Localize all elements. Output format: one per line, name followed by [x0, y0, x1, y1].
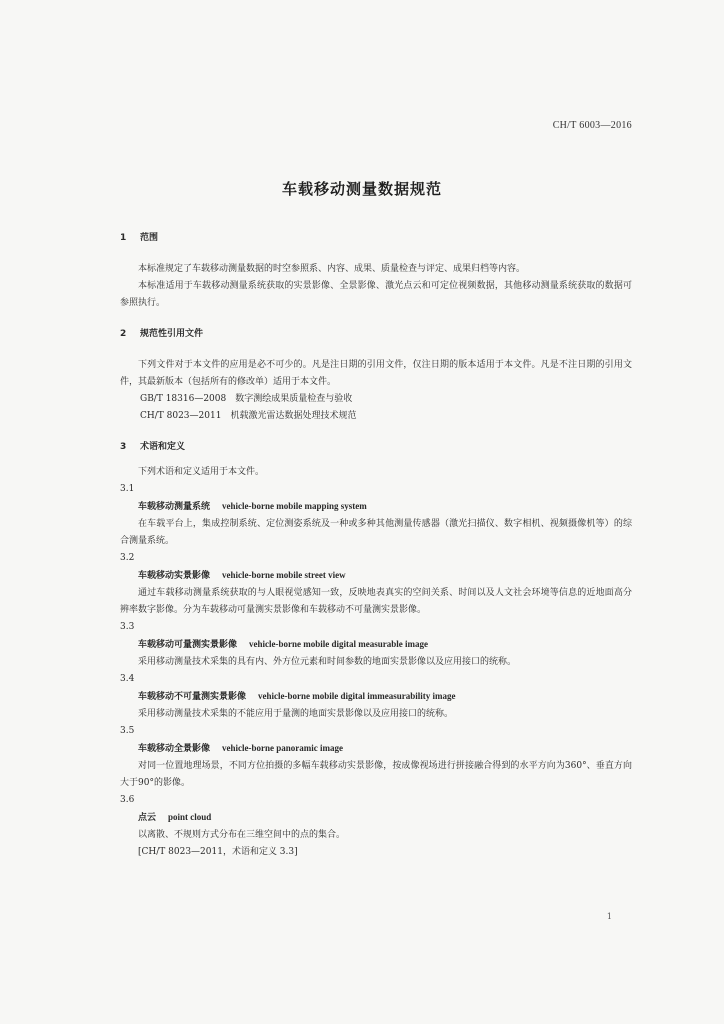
term-name-zh: 车载移动测量系统	[138, 502, 211, 512]
paragraph: 本标准规定了车载移动测量数据的时空参照系、内容、成果、质量检查与评定、成果归档等内容。	[138, 264, 526, 274]
term-name	[138, 498, 632, 516]
term-definition: 以离散、不规则方式分布在三维空间中的点的集合。	[138, 830, 346, 840]
section-title: 范围	[140, 233, 159, 243]
term-name-en: vehicle-borne mobile digital immeasurability image	[258, 691, 456, 701]
section-heading-1	[120, 230, 632, 247]
term-name-en: vehicle-borne panoramic image	[222, 743, 343, 753]
paragraph: 下列文件对于本文件的应用是必不可少的。凡是注日期的引用文件，仅注日期的版本适用于本文件。凡是不注日期的引用文件，其最新版本（包括所有的修改单）适用于本文件。	[120, 360, 632, 387]
term-number: 3.6	[120, 795, 135, 805]
section-heading-3	[120, 439, 632, 456]
term-name	[138, 636, 632, 654]
term-definition: 对同一位置地理场景，不同方位拍摄的多幅车载移动实景影像，按成像视场进行拼接融合得到的水平方向为360°、垂直方向大于90°的影像。	[120, 761, 632, 788]
term-definition: 采用移动测量技术采集的不能应用于量测的地面实景影像以及应用接口的统称。	[138, 709, 454, 719]
term-name-en: vehicle-borne mobile street view	[222, 570, 346, 580]
term-name-zh: 车载移动全景影像	[138, 744, 211, 754]
paragraph: 下列术语和定义适用于本文件。	[138, 467, 265, 477]
section-number: 2	[120, 329, 127, 339]
term-name	[138, 809, 632, 827]
term-name	[138, 688, 632, 706]
reference-item: CH/T 8023—2011 机载激光雷达数据处理技术规范	[140, 411, 357, 421]
term-definition: 在车载平台上，集成控制系统、定位测姿系统及一种或多种其他测量传感器（激光扫描仪、数字相机、视频摄像机等）的综合测量系统。	[120, 519, 632, 546]
document-body	[120, 230, 632, 861]
term-number: 3.2	[120, 553, 135, 563]
term-name-en: vehicle-borne mobile digital measurable image	[249, 639, 428, 649]
term-number: 3.3	[120, 622, 135, 632]
page-number: 1	[606, 912, 612, 921]
section-title: 规范性引用文件	[140, 329, 204, 339]
term-name	[138, 740, 632, 758]
term-name	[138, 567, 632, 585]
term-name-zh: 车载移动实景影像	[138, 571, 211, 581]
term-definition: 通过车载移动测量系统获取的与人眼视觉感知一致，反映地表真实的空间关系、时间以及人文社会环境等信息的近地面高分辨率数字影像。分为车载移动可量测实景影像和车载移动不可量测实景影像。	[120, 588, 632, 615]
reference-item: GB/T 18316—2008 数字测绘成果质量检查与验收	[140, 394, 353, 404]
section-number: 3	[120, 442, 127, 452]
section-number: 1	[120, 233, 127, 243]
term-name-en: point cloud	[168, 812, 212, 822]
term-source: [CH/T 8023—2011，术语和定义 3.3]	[138, 847, 298, 857]
term-number: 3.5	[120, 726, 135, 736]
term-number: 3.4	[120, 674, 135, 684]
standard-number: CH/T 6003—2016	[552, 120, 632, 131]
section-title: 术语和定义	[140, 442, 186, 452]
section-heading-2	[120, 326, 632, 343]
document-title: 车载移动测量数据规范	[281, 180, 442, 198]
term-name-zh: 点云	[138, 813, 157, 823]
term-name-zh: 车载移动可量测实景影像	[138, 640, 238, 650]
term-number: 3.1	[120, 484, 135, 494]
term-name-en: vehicle-borne mobile mapping system	[222, 501, 367, 511]
paragraph: 本标准适用于车载移动测量系统获取的实景影像、全景影像、激光点云和可定位视频数据，其他移动测量系统获取的数据可参照执行。	[120, 281, 632, 308]
term-name-zh: 车载移动不可量测实景影像	[138, 692, 247, 702]
term-definition: 采用移动测量技术采集的具有内、外方位元素和时间参数的地面实景影像以及应用接口的统称。	[138, 657, 517, 667]
